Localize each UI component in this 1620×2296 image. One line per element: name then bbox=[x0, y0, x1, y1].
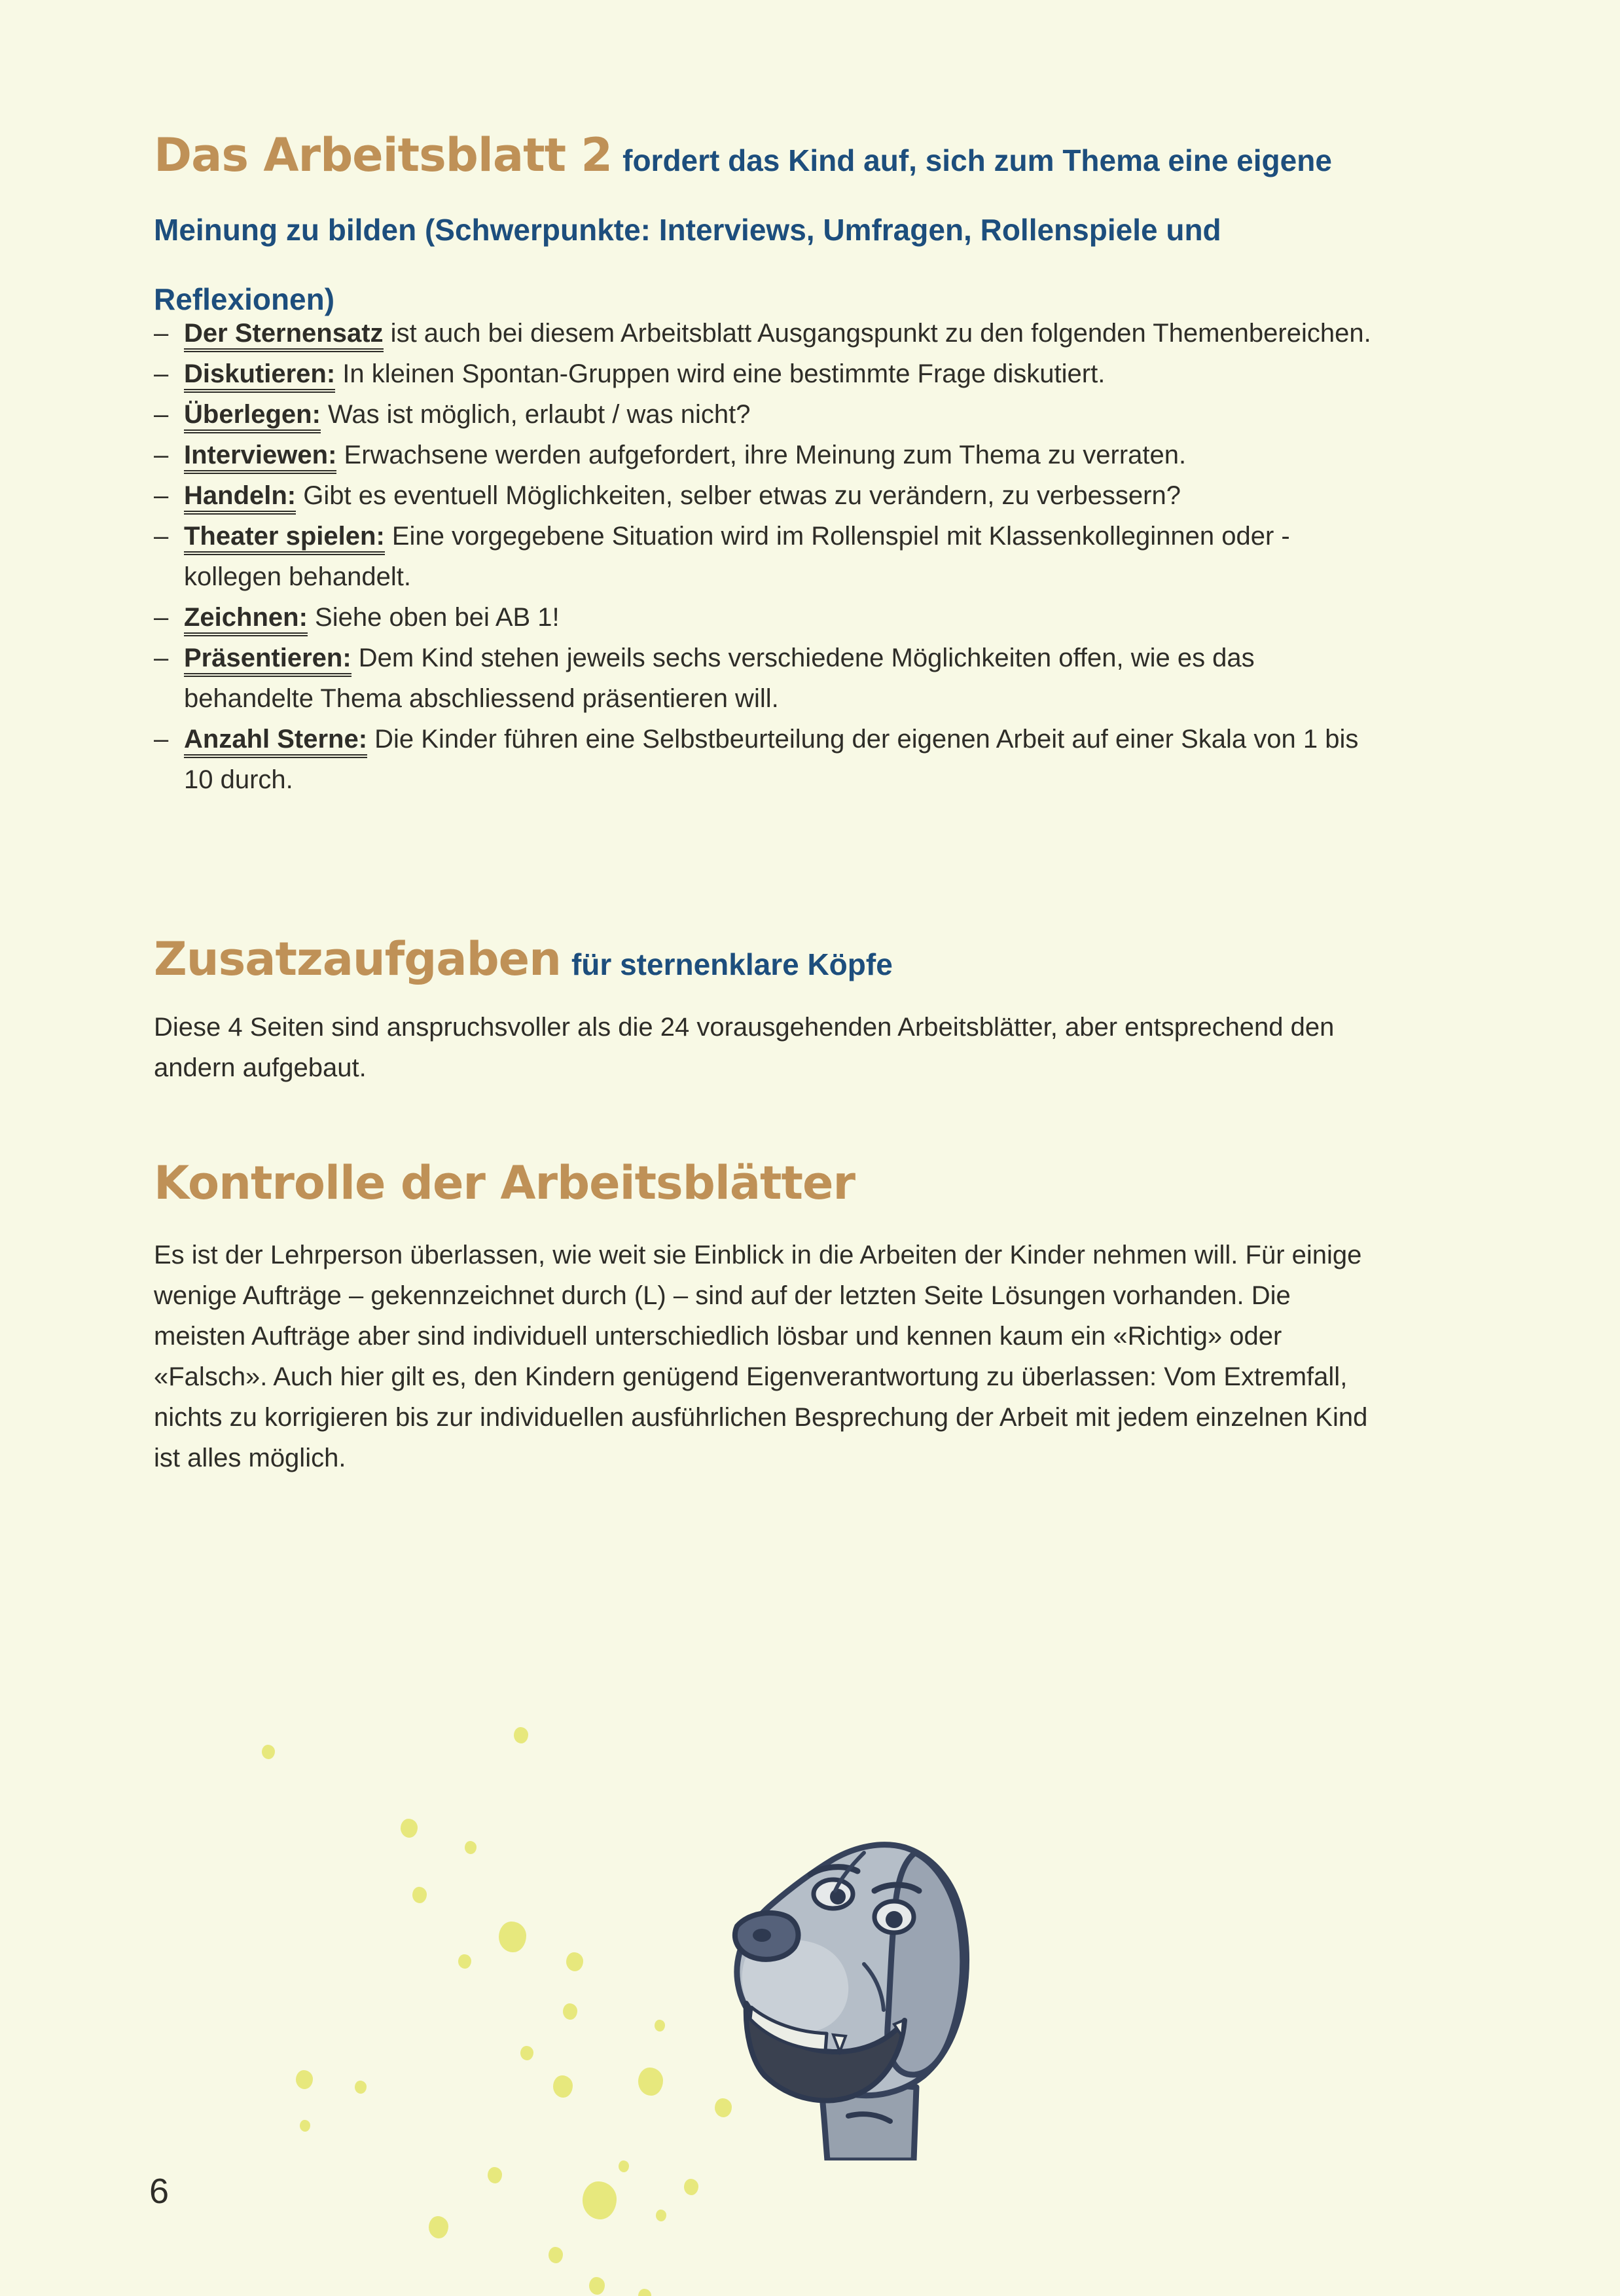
list-item bbox=[154, 516, 1384, 597]
decor-dot bbox=[583, 2181, 617, 2219]
list-item bbox=[154, 435, 1384, 475]
decor-dot bbox=[514, 1727, 528, 1743]
section1-heading-rest: fordert das Kind auf, sich zum Thema eine eigene Meinung zu bilden (Schwerpunkte: Interviews, Umfragen, Rollenspiele und Reflexionen) bbox=[154, 143, 1332, 316]
section3-heading bbox=[154, 1152, 1397, 1227]
decor-dot bbox=[429, 2216, 448, 2238]
list-dash: – bbox=[154, 725, 169, 754]
list-item bbox=[154, 597, 1384, 638]
list-text: Dem Kind stehen jeweils sechs verschiedene Möglichkeiten offen, wie es das behandelte Thema abschliessend präsentieren will. bbox=[184, 644, 1255, 713]
list-term: Anzahl Sterne: bbox=[184, 725, 367, 758]
list-text: Was ist möglich, erlaubt / was nicht? bbox=[320, 400, 751, 429]
list-item bbox=[154, 719, 1384, 800]
list-dash: – bbox=[154, 441, 169, 469]
list-text: Die Kinder führen eine Selbstbeurteilung der eigenen Arbeit auf einer Skala von 1 bis 10 durch. bbox=[184, 725, 1359, 794]
list-term: Der Sternensatz bbox=[184, 319, 384, 352]
decor-dot bbox=[563, 2003, 577, 2020]
decor-dot bbox=[656, 2210, 666, 2221]
decor-dot bbox=[355, 2081, 367, 2094]
list-dash: – bbox=[154, 481, 169, 510]
decor-dot bbox=[262, 1745, 275, 1759]
section2-heading bbox=[154, 928, 1397, 1003]
list-text: ist auch bei diesem Arbeitsblatt Ausgangspunkt zu den folgenden Themenbereichen. bbox=[383, 319, 1371, 348]
list-text: Siehe oben bei AB 1! bbox=[307, 603, 560, 632]
section2-paragraph: Diese 4 Seiten sind anspruchsvoller als die 24 vorausgehenden Arbeitsblätter, aber entsprechend den andern aufgebaut. bbox=[154, 1013, 1335, 1082]
list-item bbox=[154, 475, 1384, 516]
section2-heading-accent: Zusatzaufgaben bbox=[154, 932, 561, 986]
decor-dot bbox=[638, 2068, 663, 2096]
list-dash: – bbox=[154, 644, 169, 672]
decor-dot bbox=[520, 2046, 533, 2060]
list-item bbox=[154, 313, 1384, 354]
dog-illustration bbox=[699, 1807, 1000, 2160]
decor-dot bbox=[589, 2277, 605, 2295]
list-term: Präsentieren: bbox=[184, 644, 351, 677]
list-item bbox=[154, 354, 1384, 394]
decor-dot bbox=[684, 2179, 698, 2195]
decor-dot bbox=[619, 2160, 629, 2172]
list-text: Erwachsene werden aufgefordert, ihre Meinung zum Thema zu verraten. bbox=[336, 441, 1187, 469]
list-item bbox=[154, 394, 1384, 435]
list-term: Interviewen: bbox=[184, 441, 336, 474]
section1-heading-accent: Das Arbeitsblatt 2 bbox=[154, 128, 613, 182]
page-number: 6 bbox=[149, 2172, 170, 2211]
list-item bbox=[154, 638, 1384, 719]
list-term: Handeln: bbox=[184, 481, 296, 515]
section3-paragraph: Es ist der Lehrperson überlassen, wie weit sie Einblick in die Arbeiten der Kinder nehmen will. Für einige wenige Aufträge – gekennzeichnet durch (L) – sind auf der letzten Seite Lösungen vorhanden. Die meisten Aufträge aber sind individuell unterschiedlich lösbar und kennen kaum ein «Richtig» oder «Falsch». Auch hier gilt es, den Kindern genügend Eigenverantwortung zu überlassen: Vom Extremfall, nichts zu korrigieren bis zur individuellen ausführlichen Besprechung der Arbeit mit jedem einzelnen Kind ist alles möglich. bbox=[154, 1241, 1368, 1472]
list-term: Diskutieren: bbox=[184, 359, 335, 393]
decor-dot bbox=[549, 2247, 563, 2263]
list-text: Gibt es eventuell Möglichkeiten, selber etwas zu verändern, zu verbessern? bbox=[296, 481, 1181, 510]
list-dash: – bbox=[154, 319, 169, 348]
decor-dot bbox=[499, 1922, 526, 1952]
list-dash: – bbox=[154, 359, 169, 388]
decor-dot bbox=[638, 2289, 651, 2296]
section2-heading-rest: für sternenklare Köpfe bbox=[571, 947, 893, 981]
list-term: Zeichnen: bbox=[184, 603, 308, 636]
list-dash: – bbox=[154, 400, 169, 429]
decor-dot bbox=[488, 2167, 502, 2183]
list-term: Theater spielen: bbox=[184, 522, 385, 555]
list-dash: – bbox=[154, 522, 169, 551]
list-text: In kleinen Spontan-Gruppen wird eine bestimmte Frage diskutiert. bbox=[335, 359, 1106, 388]
decor-dot bbox=[296, 2070, 313, 2089]
worksheet-topic-list bbox=[154, 313, 1384, 800]
list-text: Eine vorgegebene Situation wird im Rollenspiel mit Klassenkolleginnen oder -kollegen behandelt. bbox=[184, 522, 1290, 591]
list-dash: – bbox=[154, 603, 169, 632]
decor-dot bbox=[553, 2075, 573, 2098]
decor-dot bbox=[401, 1819, 418, 1838]
decor-dot bbox=[300, 2120, 310, 2132]
decor-dot bbox=[465, 1841, 477, 1854]
decor-dot bbox=[412, 1887, 427, 1903]
decor-dot bbox=[655, 2020, 665, 2032]
decor-dot bbox=[458, 1954, 471, 1969]
section3-heading-accent: Kontrolle der Arbeitsblätter bbox=[154, 1156, 855, 1210]
list-term: Überlegen: bbox=[184, 400, 321, 433]
section1-heading bbox=[154, 124, 1342, 338]
decor-dot bbox=[566, 1952, 583, 1971]
